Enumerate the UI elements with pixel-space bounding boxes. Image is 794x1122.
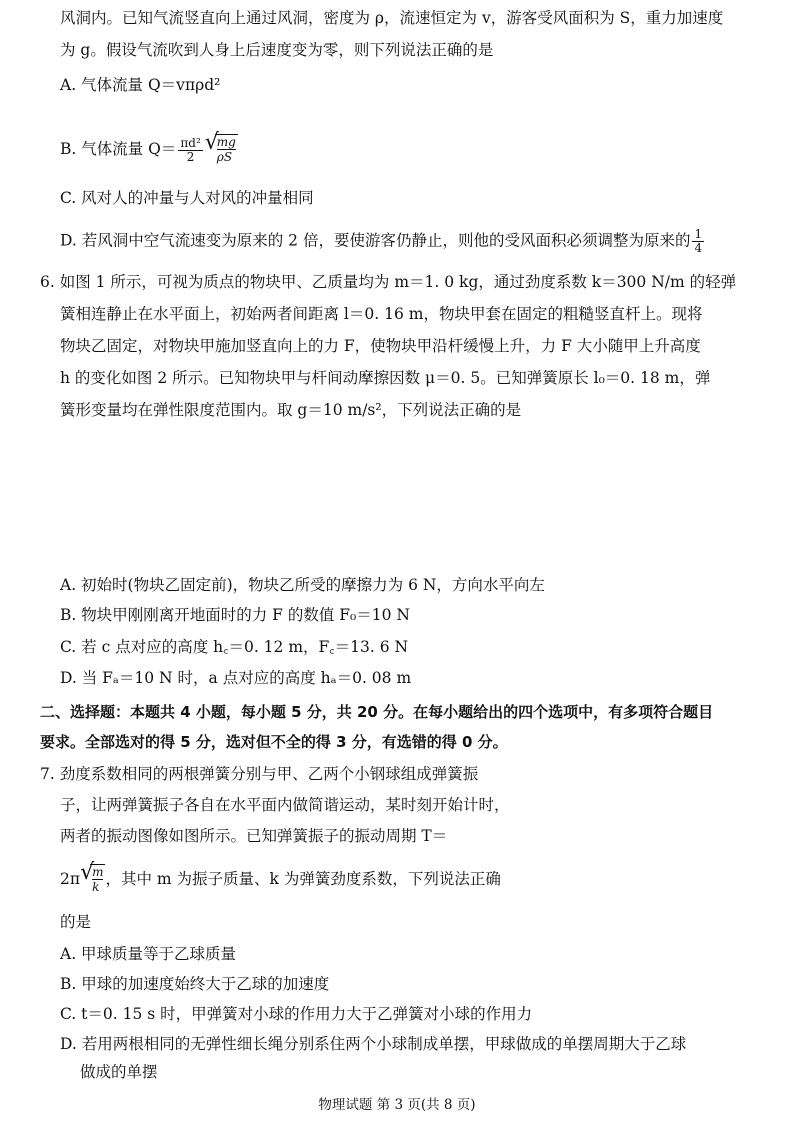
q6-option-c: C. 若 c 点对应的高度 h꜀＝0. 12 m，F꜀＝13. 6 N: [60, 638, 409, 656]
q7-option-b: B. 甲球的加速度始终大于乙球的加速度: [60, 975, 330, 993]
frac-denominator: 2: [186, 149, 195, 164]
sqrt-numerator: mg: [216, 135, 236, 149]
q6-option-d: D. 当 Fₐ＝10 N 时，a 点对应的高度 hₐ＝0. 08 m: [60, 669, 412, 687]
q6-option-a: A. 初始时(物块乙固定前)，物块乙所受的摩擦力为 6 N，方向水平向左: [60, 576, 545, 594]
q6-stem-line2: 簧相连静止在水平面上，初始两者间距离 l＝0. 16 m，物块甲套在固定的粗糙竖直杆上。现将: [60, 305, 703, 323]
section2-heading-line2: 要求。全部选对的得 5 分，选对但不全的得 3 分，有选错的得 0 分。: [40, 733, 508, 751]
sqrt-denominator: k: [92, 880, 100, 894]
q5-option-b-sqrt: [204, 130, 238, 166]
page-footer: 物理试题 第 3 页(共 8 页): [318, 1097, 476, 1113]
radical-sign-icon: √: [204, 130, 219, 155]
q5-stem-line1: 风洞内。已知气流竖直向上通过风洞，密度为 ρ，流速恒定为 v，游客受风面积为 S，重力加速度: [60, 9, 724, 27]
q5-stem-line2: 为 g。假设气流吹到人身上后速度变为零，则下列说法正确的是: [60, 41, 494, 59]
frac-numerator: πd²: [180, 135, 201, 150]
q6-stem-line1: 6. 如图 1 所示，可视为质点的物块甲、乙质量均为 m＝1. 0 kg，通过劲度系数 k＝300 N/m 的轻弹: [40, 273, 737, 291]
q5-option-c: C. 风对人的冲量与人对风的冲量相同: [60, 189, 314, 207]
q5-option-b-fraction: [178, 137, 202, 164]
section2-heading-line1: 二、选择题：本题共 4 小题，每小题 5 分，共 20 分。在每小题给出的四个选项中，有多项符合题目: [40, 703, 714, 721]
q7-period-prefix: 2π: [60, 870, 81, 888]
q5-option-d: [60, 228, 706, 255]
q6-stem-line5: 簧形变量均在弹性限度范围内。取 g＝10 m/s²，下列说法正确的是: [60, 401, 522, 419]
q7-stem-line1: 7. 劲度系数相同的两根弹簧分别与甲、乙两个小钢球组成弹簧振: [40, 765, 479, 783]
q5-option-a: A. 气体流量 Q＝vπρd²: [60, 76, 221, 94]
frac-numerator: 1: [694, 227, 703, 241]
q7-stem-line3: 两者的振动图像如图所示。已知弹簧振子的振动周期 T＝: [60, 827, 448, 845]
frac-denominator: 4: [694, 241, 703, 255]
q7-period-sqrt: [80, 860, 105, 896]
sqrt-numerator: m: [92, 865, 104, 879]
q5-option-b: [60, 130, 238, 166]
q7-option-d-line1: D. 若用两根相同的无弹性细长绳分别系住两个小球制成单摆，甲球做成的单摆周期大于乙球: [60, 1035, 687, 1053]
q7-option-c: C. t＝0. 15 s 时，甲弹簧对小球的作用力大于乙弹簧对小球的作用力: [60, 1005, 533, 1023]
q7-period-suffix: ，其中 m 为振子质量、k 为弹簧劲度系数，下列说法正确: [105, 870, 501, 888]
radical-sign-icon: √: [80, 860, 95, 885]
sqrt-denominator: ρS: [216, 150, 233, 164]
q7-option-a: A. 甲球质量等于乙球质量: [60, 945, 237, 963]
q5-option-d-text: D. 若风洞中空气流速变为原来的 2 倍，要使游客仍静止，则他的受风面积必须调整为原来的: [60, 231, 691, 250]
q7-stem-line2: 子，让两弹簧振子各自在水平面内做简谐运动，某时刻开始计时，: [60, 796, 510, 814]
q6-stem-line4: h 的变化如图 2 所示。已知物块甲与杆间动摩擦因数 μ＝0. 5。已知弹簧原长 l₀＝0. 18 m，弹: [60, 369, 711, 387]
q7-option-d-line2: 做成的单摆: [80, 1063, 158, 1081]
q7-stem-line5: 的是: [60, 913, 92, 931]
q5-option-b-prefix: B. 气体流量 Q＝: [60, 140, 177, 158]
q6-stem-line3: 物块乙固定，对物块甲施加竖直向上的力 F，使物块甲沿杆缓慢上升，力 F 大小随甲上升高度: [60, 337, 701, 355]
q6-option-b: B. 物块甲刚刚离开地面时的力 F 的数值 F₀＝10 N: [60, 606, 410, 624]
q5-option-d-fraction: [692, 228, 704, 255]
q7-stem-line4: [60, 860, 501, 896]
